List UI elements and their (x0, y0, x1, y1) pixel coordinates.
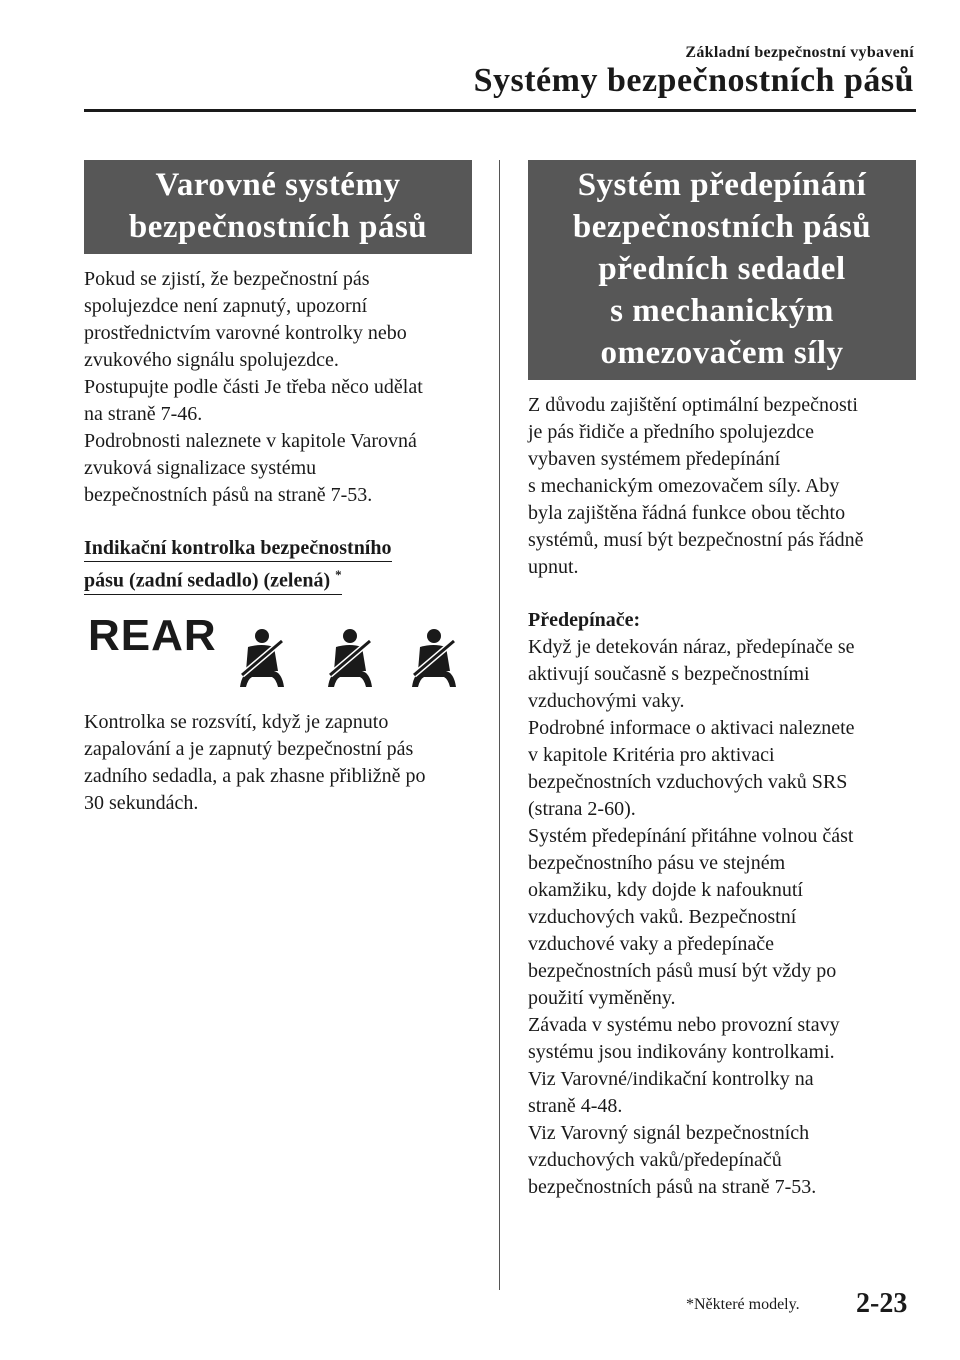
text-line: aktivují současně s bezpečnostními (528, 663, 810, 685)
heading-line: omezovačem síly (600, 335, 844, 371)
text-line: Viz Varovné/indikační kontrolky na (528, 1068, 814, 1090)
subheading-line: Indikační kontrolka bezpečnostního (84, 535, 392, 562)
heading-line: bezpečnostních pásů (572, 209, 872, 245)
text-line: Viz Varovný signál bezpečnostních (528, 1122, 810, 1144)
text-line: systému jsou indikovány kontrolkami. (528, 1041, 835, 1063)
text-line: Kontrolka se rozsvítí, když je zapnuto (84, 710, 389, 733)
heading-line: bezpečnostních pásů (128, 209, 428, 245)
text-line: bezpečnostních pásů na straně 7-53. (528, 1176, 817, 1198)
text-line: zadního sedadla, a pak zhasne přibližně po (84, 764, 426, 787)
section-heading-warning-systems (84, 160, 472, 254)
page-number: 2-23 (856, 1288, 908, 1319)
pretensioners-subheading: Předepínače: (528, 609, 641, 631)
text-line: Závada v systému nebo provozní stavy (528, 1014, 840, 1036)
text-line: straně 4-48. (528, 1095, 623, 1117)
text-line: Podrobnosti naleznete v kapitole Varovná (84, 430, 417, 452)
text-line: spolujezdce není zapnutý, upozorní (84, 295, 368, 317)
text-line: vzduchovými vaky. (528, 690, 685, 712)
text-line: je pás řidiče a předního spolujezdce (528, 421, 814, 443)
rear-belt-indicator-subheading (84, 535, 472, 595)
text-line: zvuková signalizace systému (84, 457, 317, 479)
seatbelt-icon (234, 627, 290, 691)
text-line: vzduchových vaků/předepínačů (528, 1149, 782, 1171)
text-line: zapalování a je zapnutý bezpečnostní pás (84, 737, 414, 760)
text-line: použití vyměněny. (528, 987, 676, 1009)
subheading-text: pásu (zadní sedadlo) (zelená) (84, 569, 331, 592)
text-line: zvukového signálu spolujezdce. (84, 349, 339, 371)
text-line: v kapitole Kritéria pro aktivaci (528, 744, 775, 766)
text-line: bezpečnostních vzduchových vaků SRS (528, 771, 848, 793)
subheading-line (84, 562, 342, 595)
right-column (528, 160, 916, 1201)
warning-intro-paragraph (84, 266, 472, 509)
column-divider (499, 160, 500, 1290)
header-rule (84, 109, 916, 112)
text-line: Systém předepínání přitáhne volnou část (528, 825, 854, 847)
rear-indicator-description (84, 709, 472, 817)
section-heading-pretensioner (528, 160, 916, 380)
header-section: Základní bezpečnostní vybavení (685, 44, 914, 61)
left-column (84, 160, 472, 817)
text-line: Postupujte podle části Je třeba něco udělat (84, 376, 423, 398)
text-line: Pokud se zjistí, že bezpečnostní pás (84, 268, 370, 290)
heading-line: Systém předepínání (577, 167, 867, 203)
page-title: Systémy bezpečnostních pásů (473, 62, 914, 99)
pretensioner-intro-paragraph (528, 392, 916, 581)
text-line: na straně 7-46. (84, 403, 203, 425)
footnote: *Některé modely. (686, 1296, 800, 1313)
text-line: bezpečnostních pásů musí být vždy po (528, 960, 837, 982)
text-line: Když je detekován náraz, předepínače se (528, 636, 855, 658)
text-line: (strana 2-60). (528, 798, 636, 820)
footnote-mark: * (335, 567, 342, 582)
seatbelt-icon (322, 627, 378, 691)
heading-line: Varovné systémy (155, 167, 401, 203)
text-line: upnut. (528, 556, 579, 578)
text-line: prostřednictvím varovné kontrolky nebo (84, 322, 407, 344)
text-line: vzduchové vaky a předepínače (528, 933, 774, 955)
rear-indicator-icons (84, 607, 472, 697)
text-line: systémů, musí být bezpečnostní pás řádně (528, 529, 864, 551)
text-line: bezpečnostních pásů na straně 7-53. (84, 484, 373, 506)
heading-line: předních sedadel (598, 251, 846, 287)
text-line: Podrobné informace o aktivaci naleznete (528, 717, 855, 739)
text-line: bezpečnostního pásu ve stejném (528, 852, 786, 874)
text-line: okamžiku, kdy dojde k nafouknutí (528, 879, 803, 901)
text-line: vzduchových vaků. Bezpečnostní (528, 906, 797, 928)
text-line: vybaven systémem předepínání (528, 448, 781, 470)
seatbelt-icon (406, 627, 462, 691)
text-line: 30 sekundách. (84, 791, 199, 814)
heading-line: s mechanickým (610, 293, 834, 329)
rear-label: REAR (88, 610, 217, 660)
pretensioners-body (528, 634, 916, 1201)
text-line: Z důvodu zajištění optimální bezpečnosti (528, 394, 858, 416)
text-line: s mechanickým omezovačem síly. Aby (528, 475, 840, 497)
text-line: byla zajištěna řádná funkce obou těchto (528, 502, 846, 524)
